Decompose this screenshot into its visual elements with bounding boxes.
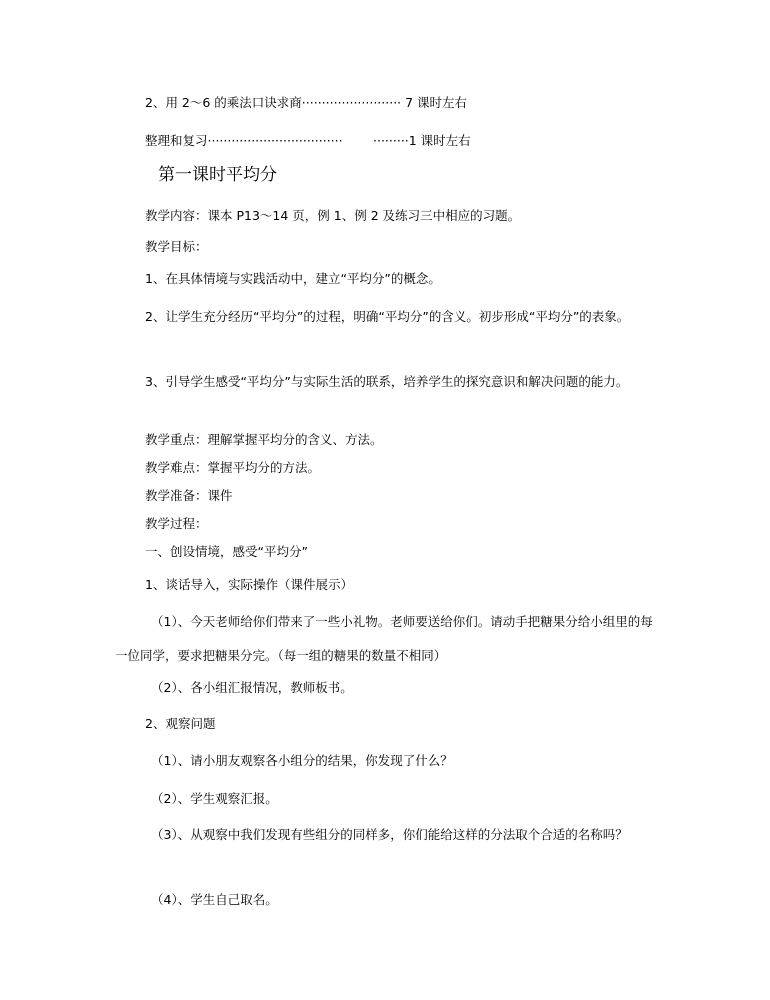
teaching-content: 教学内容：课本 P13～14 页，例 1、例 2 及练习三中相应的习题。 bbox=[145, 208, 521, 223]
goal-2: 2、让学生充分经历“平均分”的过程，明确“平均分”的含义。初步形成“平均分”的表象。 bbox=[145, 309, 630, 324]
key-point: 教学重点：理解掌握平均分的含义、方法。 bbox=[145, 432, 383, 447]
toc-review-hours: ·········1 课时左右 bbox=[373, 133, 471, 148]
goal-3: 3、引导学生感受“平均分”与实际生活的联系，培养学生的探究意识和解决问题的能力。 bbox=[145, 374, 629, 389]
goals-label: 教学目标： bbox=[145, 239, 208, 254]
step-1-2: （2）、各小组汇报情况，教师板书。 bbox=[151, 680, 353, 695]
toc-item-2: 2、用 2～6 的乘法口诀求商························· 7 课时左右 bbox=[145, 95, 468, 110]
step-2-1: （1）、请小朋友观察各小组分的结果，你发现了什么？ bbox=[151, 753, 453, 768]
difficulty: 教学难点：掌握平均分的方法。 bbox=[145, 460, 321, 475]
section-1: 一、创设情境，感受“平均分” bbox=[145, 544, 308, 559]
preparation: 教学准备：课件 bbox=[145, 488, 233, 503]
step-2-3: （3）、从观察中我们发现有些组分的同样多，你们能给这样的分法取个合适的名称吗？ bbox=[151, 827, 628, 842]
process-label: 教学过程： bbox=[145, 516, 208, 531]
step-2: 2、观察问题 bbox=[145, 716, 216, 731]
step-1: 1、谈话导入，实际操作（课件展示） bbox=[145, 577, 353, 592]
step-2-4: （4）、学生自己取名。 bbox=[151, 892, 278, 907]
toc-review-title: 整理和复习·································· bbox=[145, 133, 343, 148]
lesson-title: 第一课时平均分 bbox=[158, 165, 277, 185]
goal-1: 1、在具体情境与实践活动中，建立“平均分”的概念。 bbox=[145, 271, 441, 286]
step-2-2: （2）、学生观察汇报。 bbox=[151, 791, 278, 806]
step-1-1: （1）、今天老师给你们带来了一些小礼物。老师要送给你们。请动手把糖果分给小组里的每一位同学，要求把糖果分完。（每一组的糖果的数量不相同） bbox=[115, 614, 653, 663]
